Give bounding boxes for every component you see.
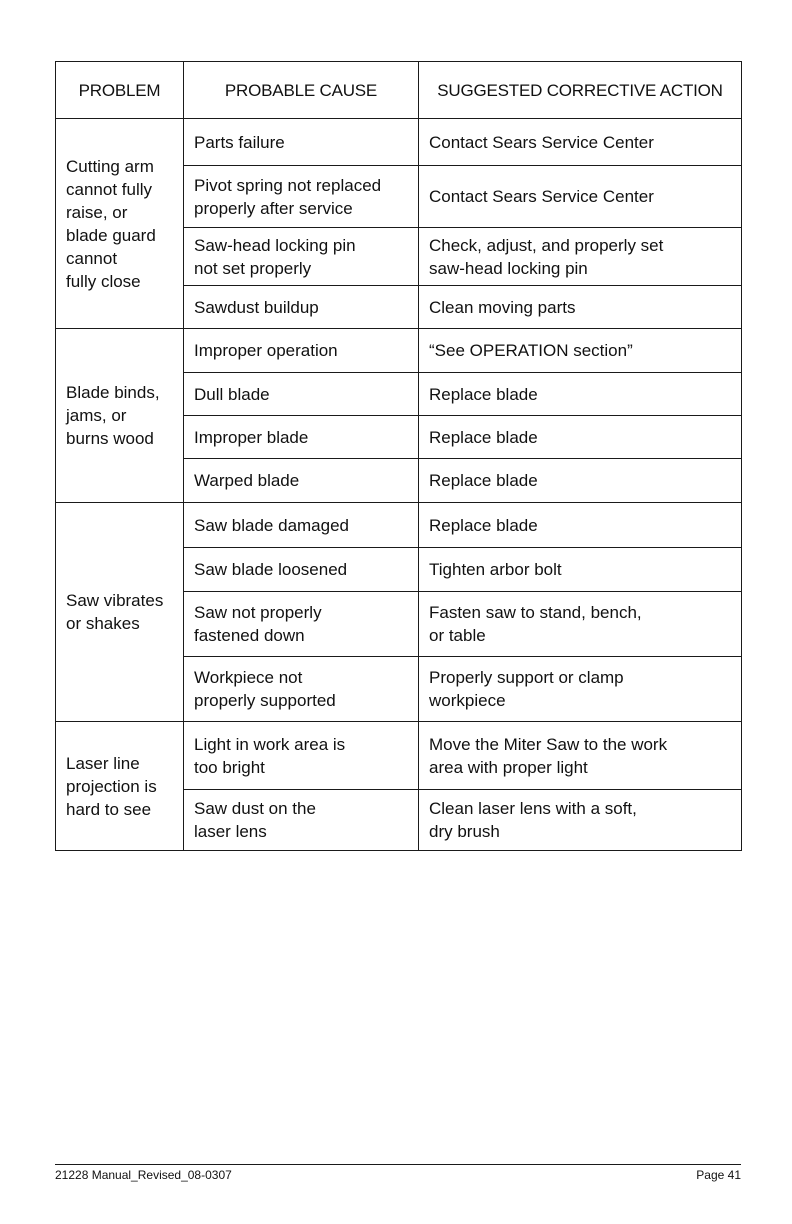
problem-cell: Saw vibrates or shakes: [56, 503, 184, 722]
footer-document-id: 21228 Manual_Revised_08-0307: [55, 1168, 232, 1182]
cause-cell: Improper blade: [184, 416, 419, 459]
table-row: [56, 119, 742, 166]
problem-cell: Blade binds, jams, or burns wood: [56, 329, 184, 503]
action-cell: Contact Sears Service Center: [419, 119, 742, 166]
table-row: [56, 503, 742, 548]
action-cell: Replace blade: [419, 503, 742, 548]
cause-cell: Saw-head locking pin not set properly: [184, 228, 419, 286]
table-header-row: [56, 62, 742, 119]
cause-cell: Sawdust buildup: [184, 286, 419, 329]
header-problem: PROBLEM: [56, 62, 184, 119]
action-cell: Replace blade: [419, 459, 742, 503]
action-cell: Clean moving parts: [419, 286, 742, 329]
action-cell: Replace blade: [419, 373, 742, 416]
cause-cell: Dull blade: [184, 373, 419, 416]
table-row: [56, 722, 742, 790]
footer-page-number: Page 41: [696, 1168, 741, 1182]
cause-cell: Saw blade loosened: [184, 548, 419, 592]
action-cell: Fasten saw to stand, bench, or table: [419, 592, 742, 657]
troubleshooting-table: [55, 61, 742, 851]
action-cell: Move the Miter Saw to the work area with proper light: [419, 722, 742, 790]
action-cell: Clean laser lens with a soft, dry brush: [419, 790, 742, 851]
action-cell: Replace blade: [419, 416, 742, 459]
cause-cell: Saw dust on the laser lens: [184, 790, 419, 851]
problem-cell: Cutting arm cannot fully raise, or blade guard cannot fully close: [56, 119, 184, 329]
footer-divider: [55, 1164, 741, 1165]
cause-cell: Light in work area is too bright: [184, 722, 419, 790]
action-cell: Contact Sears Service Center: [419, 166, 742, 228]
action-cell: Properly support or clamp workpiece: [419, 657, 742, 722]
cause-cell: Improper operation: [184, 329, 419, 373]
cause-cell: Parts failure: [184, 119, 419, 166]
action-cell: Check, adjust, and properly set saw-head locking pin: [419, 228, 742, 286]
action-cell: “See OPERATION section”: [419, 329, 742, 373]
cause-cell: Workpiece not properly supported: [184, 657, 419, 722]
header-probable-cause: PROBABLE CAUSE: [184, 62, 419, 119]
table-row: [56, 329, 742, 373]
action-cell: Tighten arbor bolt: [419, 548, 742, 592]
header-corrective-action: SUGGESTED CORRECTIVE ACTION: [419, 62, 742, 119]
cause-cell: Pivot spring not replaced properly after service: [184, 166, 419, 228]
cause-cell: Saw not properly fastened down: [184, 592, 419, 657]
problem-cell: Laser line projection is hard to see: [56, 722, 184, 851]
cause-cell: Saw blade damaged: [184, 503, 419, 548]
cause-cell: Warped blade: [184, 459, 419, 503]
